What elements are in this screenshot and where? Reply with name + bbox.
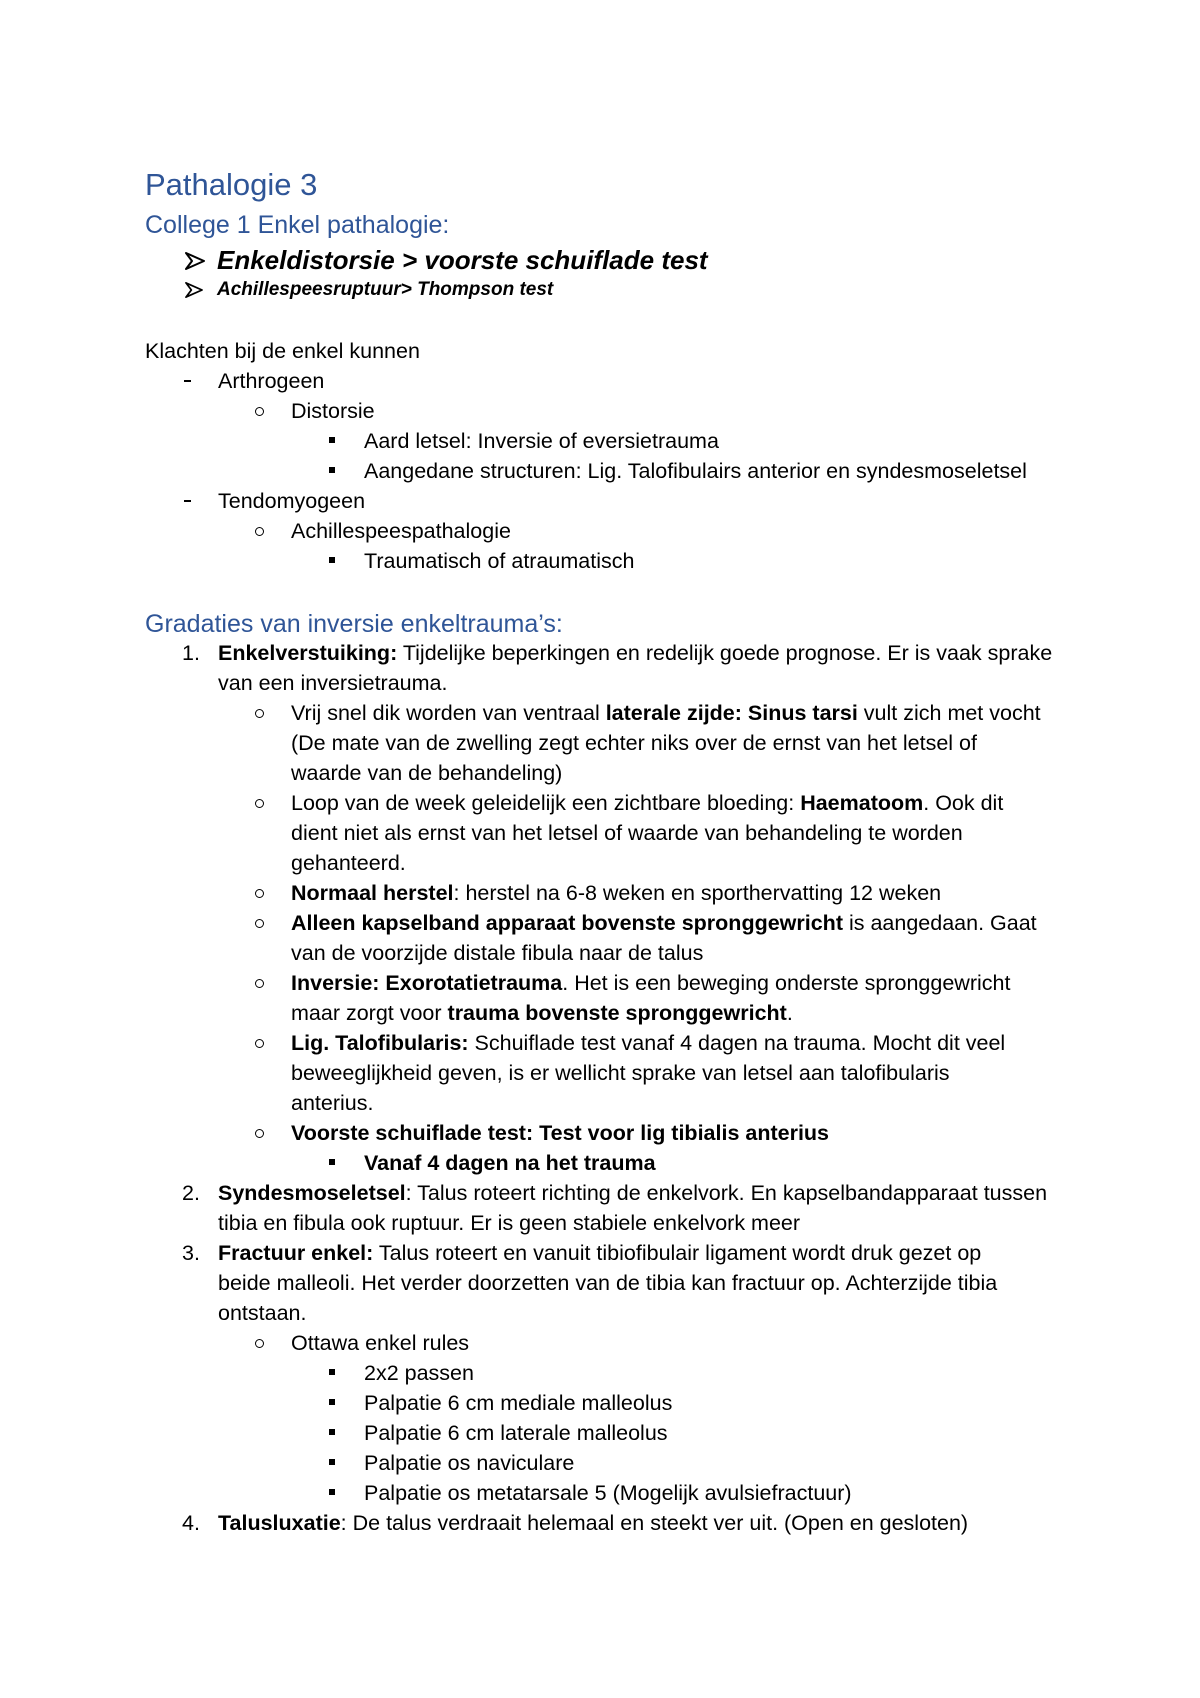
square-bullet bbox=[329, 1459, 335, 1465]
document-title: Pathalogie 3 bbox=[145, 167, 318, 202]
list-item: Arthrogeen bbox=[218, 369, 325, 393]
sub-item: Inversie: Exorotatietrauma. Het is een beweging onderste spronggewricht bbox=[291, 971, 1011, 995]
highlight-text: Enkeldistorsie > voorste schuifladе test bbox=[217, 245, 708, 275]
highlight-text: Achillespeesruptuur> Thompson test bbox=[217, 279, 554, 300]
list-number: 3. bbox=[182, 1241, 200, 1265]
circle-bullet bbox=[255, 799, 264, 808]
list-item: Achillespeespathalogie bbox=[291, 519, 511, 543]
circle-bullet bbox=[255, 1339, 264, 1348]
sub-item-continuation: (De mate van de zwelling zegt echter niks over de ernst van het letsel of bbox=[291, 731, 977, 755]
sub-item: Ottawa enkel rules bbox=[291, 1331, 470, 1355]
circle-bullet bbox=[255, 527, 264, 536]
college-heading: College 1 Enkel pathalogie: bbox=[145, 211, 450, 239]
dash-bullet bbox=[184, 500, 191, 502]
list-item-continuation: beide malleoli. Het verder doorzetten van de tibia kan fractuur op. Achterzijde tibia bbox=[218, 1271, 998, 1295]
gradaties-heading: Gradaties van inversie enkeltrauma’s: bbox=[145, 610, 563, 638]
circle-bullet bbox=[255, 709, 264, 718]
circle-bullet bbox=[255, 1129, 264, 1138]
sub-item-continuation: gehanteerd. bbox=[291, 851, 406, 875]
list-item: Aangedane structuren: Lig. Talofibulairs anterior en syndesmoseletsel bbox=[364, 459, 1027, 483]
square-bullet bbox=[329, 1399, 335, 1405]
sub-item: Loop van de week geleidelijk een zichtbare bloeding: Haematoom. Ook dit bbox=[291, 791, 1004, 815]
square-bullet bbox=[329, 1369, 335, 1375]
sub-item: Vrij snel dik worden van ventraal laterale zijde: Sinus tarsi vult zich met vocht bbox=[291, 701, 1041, 725]
sub-item: Lig. Talofibularis: Schuiflade test vanaf 4 dagen na trauma. Mocht dit veel bbox=[291, 1031, 1006, 1055]
sub-item-continuation: dient niet als ernst van het letsel of waarde van behandeling te worden bbox=[291, 821, 963, 845]
square-bullet bbox=[329, 557, 335, 563]
square-bullet bbox=[329, 437, 335, 443]
dash-bullet bbox=[184, 380, 191, 382]
sub-sub-item: Vanaf 4 dagen na het trauma bbox=[364, 1151, 656, 1175]
circle-bullet bbox=[255, 1039, 264, 1048]
list-item-continuation: van een inversietrauma. bbox=[218, 671, 448, 695]
sub-item: Normaal herstel: herstel na 6-8 weken en sporthervatting 12 weken bbox=[291, 881, 942, 905]
list-number: 1. bbox=[182, 641, 200, 665]
sub-sub-item: 2x2 passen bbox=[364, 1361, 474, 1385]
square-bullet bbox=[329, 1159, 335, 1165]
circle-bullet bbox=[255, 979, 264, 988]
sub-sub-item: Palpatie os naviculare bbox=[364, 1451, 575, 1475]
sub-item-continuation: maar zorgt voor trauma bovenste spronggewricht. bbox=[291, 1001, 793, 1025]
sub-item-continuation: anterius. bbox=[291, 1091, 374, 1115]
list-item: Tendomyogeen bbox=[218, 489, 366, 513]
list-item: Talusluxatie: De talus verdraait helemaal en steekt ver uit. (Open en gesloten) bbox=[218, 1511, 969, 1535]
list-number: 4. bbox=[182, 1511, 200, 1535]
list-item: Traumatisch of atraumatisch bbox=[364, 549, 635, 573]
list-item: Enkelverstuiking: Tijdelijke beperkingen en redelijk goede prognose. Er is vaak sprake bbox=[218, 641, 1053, 665]
sub-item: Alleen kapselband apparaat bovenste spronggewricht is aangedaan. Gaat bbox=[291, 911, 1037, 935]
sub-item-continuation: beweeglijkheid geven, is er wellicht sprake van letsel aan talofibularis bbox=[291, 1061, 950, 1085]
circle-bullet bbox=[255, 919, 264, 928]
sub-sub-item: Palpatie os metatarsale 5 (Mogelijk avulsiefractuur) bbox=[364, 1481, 852, 1505]
circle-bullet bbox=[255, 889, 264, 898]
list-item-continuation: tibia en fibula ook ruptuur. Er is geen stabiele enkelvork meer bbox=[218, 1211, 801, 1235]
list-item: Syndesmoseletsel: Talus roteert richting de enkelvork. En kapselbandapparaat tussen bbox=[218, 1181, 1048, 1205]
sub-sub-item: Palpatie 6 cm laterale malleolus bbox=[364, 1421, 668, 1445]
list-item-continuation: ontstaan. bbox=[218, 1301, 307, 1325]
klachten-intro: Klachten bij de enkel kunnen bbox=[145, 339, 420, 363]
sub-item: Voorste schuiflade test: Test voor lig tibialis anterius bbox=[291, 1121, 830, 1145]
sub-item-continuation: van de voorzijde distale fibula naar de talus bbox=[291, 941, 704, 965]
list-item: Distorsie bbox=[291, 399, 375, 423]
square-bullet bbox=[329, 467, 335, 473]
list-number: 2. bbox=[182, 1181, 200, 1205]
sub-item-continuation: waarde van de behandeling) bbox=[291, 761, 563, 785]
sub-sub-item: Palpatie 6 cm mediale malleolus bbox=[364, 1391, 673, 1415]
arrow-bullet-icon bbox=[185, 252, 205, 270]
arrow-bullet-icon bbox=[185, 282, 203, 298]
circle-bullet bbox=[255, 407, 264, 416]
square-bullet bbox=[329, 1429, 335, 1435]
list-item: Fractuur enkel: Talus roteert en vanuit tibiofibulair ligament wordt druk gezet op bbox=[218, 1241, 982, 1265]
list-item: Aard letsel: Inversie of eversietrauma bbox=[364, 429, 719, 453]
square-bullet bbox=[329, 1489, 335, 1495]
